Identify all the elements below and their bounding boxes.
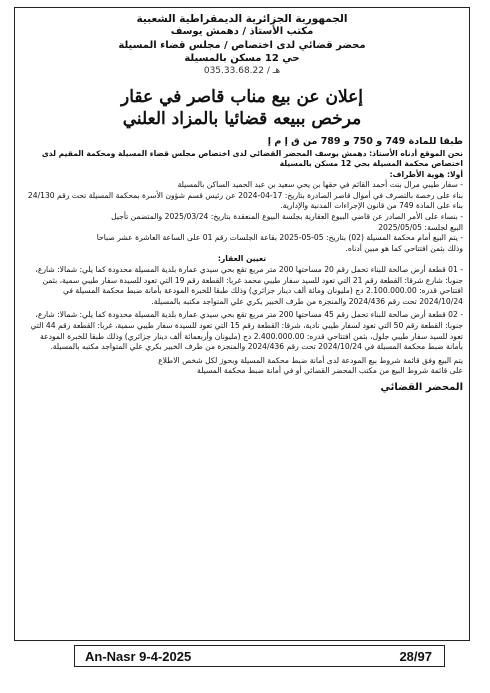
office-name: مكتب الأستاذ / دهمش يوسف [170, 26, 314, 37]
authorization-paragraph: بناء على رخصة بالتصرف في أموال قاصر الصادرة بتاريخ: 17-04-2024 عن رئيس قسم شؤون الأسرة بمحكمة المسيلة تحت رقم 24/130 [27, 190, 463, 200]
intro-paragraph: نحن الموقع أدناه الأستاذ: دهمش يوسف المحضر القضائي لدى اختصاص مجلس قضاء المسيلة ومحكمة المقيم لدى اختصاص محكمة المسيلة بحي 12 مسكن بالمسيلة [41, 148, 463, 169]
phone-label: هـ / [266, 65, 281, 76]
notice-title-line2: مرخص ببيعه قضائيا بالمزاد العلني [122, 108, 362, 129]
republic-header: الجمهورية الجزائرية الديمقراطية الشعبية [136, 13, 348, 25]
newspaper-issue: An-Nasr 9-4-2025 [85, 648, 192, 664]
page-number: 28/97 [399, 648, 432, 664]
party-identity: - سفار طيبي مرال بنت أحمد القائم في حقها بن يحي سعيد بن عبد الحميد الساكن بالمسيلة [177, 180, 463, 190]
property-lot-2: - 02 قطعة أرض صالحة للبناء تحمل رقم 45 مساحتها 200 متر مربع تقع بحي سيدي عمارة بلدية المسيلة محدودة كما يلي: شمالا: شارع، جنوبا: القطعة رقم 50 التي تعود لسفار طيبي نادية، شرقا: القطعة رقم 15 التي تعود للسيدة سفار طيبي سمية، غربا: القطعة رقم 44 التي تعود للسيد سفار طيبي جلول، بثمن افتتاحي قدره: 2.400.000.00 دج (مليونان وأربعمائة ألف دينار جزائري) وذلك طبقا للخبرة المودعة بأمانة ضبط محكمة المسيلة في 2024/10/24 تحت رقم 2024/436 والمنجزة من طرف الخبير بكري علي المتواجد مكتبه بالمسيلة. [30, 310, 463, 352]
conditions-location: على قائمة شروط البيع من مكتب المحضر القضائي أو في أمانة ضبط محكمة المسيلة [197, 366, 463, 376]
publication-footer [74, 645, 445, 667]
section-property-heading: تعيين العقار: [217, 254, 267, 264]
auction-notice [14, 7, 470, 641]
office-jurisdiction: محضر قضائي لدى اختصاص / مجلس قضاء المسيلة [118, 39, 366, 51]
office-address: حي 12 مسكن بالمسيلة [184, 52, 300, 64]
article-reference: بناء على المادة 749 من قانون الإجراءات المدنية والإدارية. [280, 201, 463, 211]
conditions-paragraph: يتم البيع وفق قائمة شروط بيع المودعة لدى أمانة ضبط محكمة المسيلة وبحوز لكل شخص الاطلاع [158, 355, 463, 365]
phone-number: 035.33.68.22 [203, 65, 264, 76]
postponement-date: البيع لجلسة: 2025/05/05 [378, 222, 463, 232]
section-parties-heading: أولا: هوية الأطراف: [389, 169, 463, 179]
signature: المحضر القضائي [380, 381, 463, 393]
legal-reference: طبقا للمادة 749 و 750 و 789 من ق إ م إ [267, 135, 463, 147]
opening-price-note: وذلك بثمن افتتاحي كما هو مبين أدناه. [345, 243, 463, 253]
property-lot-1: - 01 قطعة أرض صالحة للبناء تحمل رقم 20 مساحتها 200 متر مربع تقع بحي سيدي عمارة بلدية المسيلة محدودة كما يلي: شمالا: شارع، جنوبا: شارع شرقا: القطعة رقم 21 التي تعود للسيد سفار طيبي محمد غربا: القطعة رقم 19 التي تعود للسيدة سفار طيبي سمية، بثمن افتتاحي قدره: 2.100.000.00 دج (مليونان ومائة ألف دينار جزائري) وذلك طبقا للخبرة المودعة بأمانة ضبط محكمة المسيلة في 2024/10/24 تحت رقم 2024/436 والمنجزة من طرف الخبير بكري علي المتواجد مكتبه بالمسيلة. [35, 265, 463, 306]
office-phone [21, 65, 463, 77]
auction-date-paragraph: - يتم البيع أمام محكمة المسيلة (02) بتاريخ: 05-05-2025 بقاعة الجلسات رقم 01 على الساعة العاشرة عشر صباحا [96, 233, 463, 243]
notice-title-line1: إعلان عن بيع مناب قاصر في عقار [121, 86, 363, 107]
court-order-paragraph: - بنساء على الأمر الصادر عن قاضي البيوع العقارية بجلسة البيوع المنعقدة بتاريخ: 2025/03/24 والمتضمن تأجيل [111, 212, 463, 222]
